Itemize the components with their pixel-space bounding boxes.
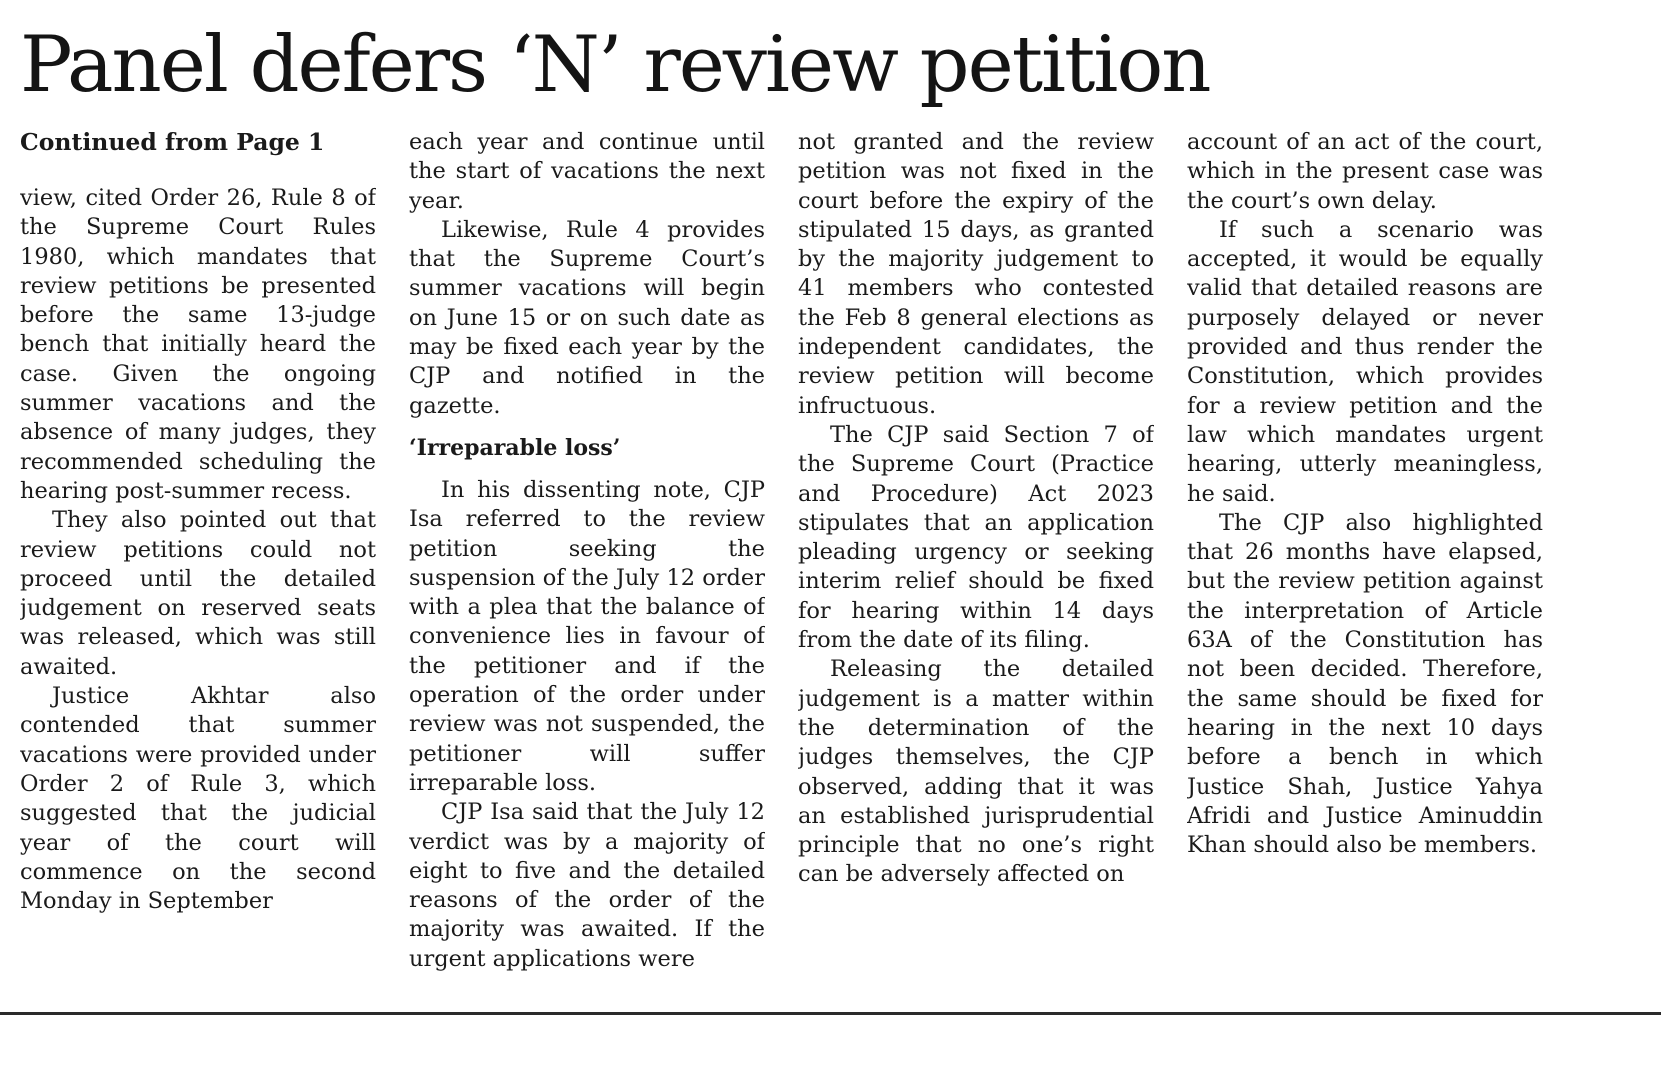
column-3 [798,128,1154,1008]
paragraph: Likewise, Rule 4 provides that the Supreme Court’s summer vacations will begin on June 15 or on such date as may be fixed each year by the CJP and notified in the gazette. [409,216,765,419]
paragraph: In his dissenting note, CJP Isa referred to the review petition seeking the suspension of the July 12 order with a plea that the balance of convenience lies in favour of the petitioner and if the operation of the order under review was not suspended, the petitioner will suffer irreparable loss. [409,476,765,796]
paragraph: If such a scenario was accepted, it would be equally valid that detailed reasons are purposely delayed or never provided and thus render the Constitution, which provides for a review petition and the law which mandates urgent hearing, utterly meaningless, he said. [1187,216,1543,507]
article-body [20,128,1545,1008]
paragraph: Justice Akhtar also contended that summer vacations were provided under Order 2 of Rule 3, which suggested that the judicial year of the court will commence on the second Monday in September [20,683,376,915]
paragraph: The CJP also highlighted that 26 months have elapsed, but the review petition against the interpretation of Article 63A of the Constitution has not been decided. Therefore, the same should be fixed for hearing in the next 10 days before a bench in which Justice Shah, Justice Yahya Afridi and Justice Aminuddin Khan should also be members. [1187,509,1543,859]
bottom-rule [0,1012,1661,1015]
subhead: ‘Irreparable loss’ [409,434,621,461]
continued-label: Continued from Page 1 [20,128,325,156]
column-2 [409,128,765,1008]
headline: Panel defers ‘N’ review petition [20,20,1210,110]
paragraph: each year and continue until the start of vacations the next year. [409,129,765,214]
paragraph: account of an act of the court, which in the present case was the court’s own delay. [1187,129,1543,214]
paragraph: They also pointed out that review petitions could not proceed until the detailed judgement on reserved seats was released, which was still awaited. [20,507,376,680]
column-1 [20,128,376,1008]
paragraph: not granted and the review petition was not fixed in the court before the expiry of the stipulated 15 days, as granted by the majority judgement to 41 members who contested the Feb 8 general elections as independent candidates, the review petition will become infructuous. [798,129,1154,419]
column-4 [1187,128,1543,1008]
paragraph: CJP Isa said that the July 12 verdict was by a majority of eight to five and the detailed reasons of the order of the majority was awaited. If the urgent applications were [409,799,765,972]
paragraph: Releasing the detailed judgement is a matter within the determination of the judges themselves, the CJP observed, adding that it was an established jurisprudential principle that no one’s right can be adversely affected on [798,656,1154,888]
paragraph: view, cited Order 26, Rule 8 of the Supreme Court Rules 1980, which mandates that review petitions be presented before the same 13-judge bench that initially heard the case. Given the ongoing summer vacations and the absence of many judges, they recommended scheduling the hearing post-summer recess. [20,185,376,504]
paragraph: The CJP said Section 7 of the Supreme Court (Practice and Procedure) Act 2023 stipulates that an application pleading urgency or seeking interim relief should be fixed for hearing within 14 days from the date of its filing. [798,421,1154,654]
